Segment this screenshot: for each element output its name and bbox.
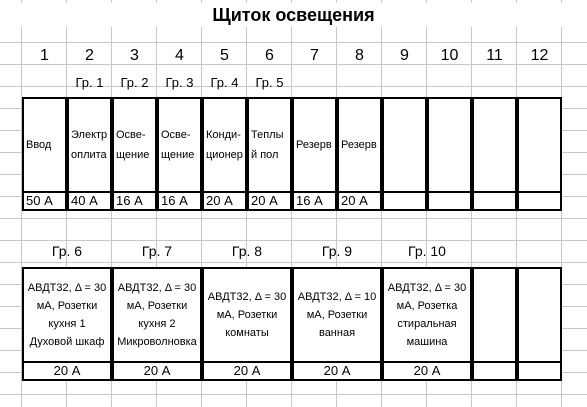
breaker-cell	[112, 97, 157, 193]
column-number: 1	[40, 47, 49, 64]
group-label: Гр. 8	[231, 243, 263, 259]
breaker-cell	[157, 97, 202, 193]
breaker-cell	[517, 97, 562, 193]
group-label: Гр. 9	[321, 243, 353, 259]
group-label: Гр. 4	[210, 75, 239, 90]
breaker-cell	[337, 97, 382, 193]
breaker-description: Ввод	[26, 139, 52, 151]
group-label: Гр. 5	[255, 75, 284, 90]
breaker-description: Осве- щение	[116, 129, 150, 161]
column-number: 9	[400, 47, 409, 64]
panel1	[22, 97, 562, 212]
breaker-rating: 20 А	[247, 193, 292, 211]
breaker-cell	[292, 97, 337, 193]
rcd-cell	[22, 267, 112, 363]
group-label: Гр. 10	[408, 243, 446, 259]
group-label: Гр. 3	[165, 75, 194, 90]
breaker-rating: 20 А	[202, 193, 247, 211]
breaker-rating	[427, 193, 472, 211]
group-label: Гр. 7	[141, 243, 173, 259]
column-number: 10	[440, 47, 459, 64]
column-number: 2	[85, 47, 94, 64]
rcd-description: АВДТ32, Δ = 10 мА, Розетки ванная	[297, 291, 377, 339]
breaker-cell	[247, 97, 292, 193]
breaker-cell	[22, 97, 67, 193]
breaker-cell	[67, 97, 112, 193]
breaker-rating: 16 А	[112, 193, 157, 211]
column-number: 7	[310, 47, 319, 64]
breaker-description: Резерв	[341, 139, 377, 151]
rcd-cell	[112, 267, 202, 363]
column-number: 12	[530, 47, 549, 64]
column-number: 11	[486, 47, 503, 64]
rcd-cell	[292, 267, 382, 363]
breaker-cell	[427, 97, 472, 193]
spare-cell	[517, 267, 562, 363]
breaker-rating	[472, 193, 517, 211]
spare-cell	[472, 267, 517, 363]
column-number: 6	[265, 47, 274, 64]
breaker-cell	[382, 97, 427, 193]
rcd-cell	[382, 267, 472, 363]
rcd-description: АВДТ32, Δ = 30 мА, Розетки комнаты	[207, 291, 287, 339]
rcd-rating: 20 А	[292, 363, 382, 381]
breaker-rating: 50 А	[22, 193, 67, 211]
column-number: 4	[175, 47, 184, 64]
rcd-description: АВДТ32, Δ = 30 мА, Розетки кухня 1 Духовой шкаф	[27, 282, 107, 348]
rcd-rating: 20 А	[112, 363, 202, 381]
page-title: Щиток освещения	[0, 3, 587, 27]
rcd-rating: 20 А	[382, 363, 472, 381]
column-number: 5	[220, 47, 229, 64]
breaker-cell	[472, 97, 517, 193]
column-number: 8	[355, 47, 364, 64]
group-label: Гр. 6	[51, 243, 83, 259]
breaker-rating: 16 А	[157, 193, 202, 211]
rcd-description: АВДТ32, Δ = 30 мА, Розетки кухня 2 Микроволновка	[117, 282, 197, 348]
breaker-description: Электр оплита	[71, 129, 108, 161]
breaker-rating: 20 А	[337, 193, 382, 211]
spare-rating	[472, 363, 517, 381]
breaker-cell	[202, 97, 247, 193]
breaker-rating	[517, 193, 562, 211]
breaker-rating: 16 А	[292, 193, 337, 211]
group-label: Гр. 2	[120, 75, 149, 90]
breaker-description: Осве- щение	[161, 129, 195, 161]
rcd-rating: 20 А	[22, 363, 112, 381]
column-number: 3	[130, 47, 139, 64]
breaker-description: Конди- ционер	[206, 129, 243, 161]
rcd-rating: 20 А	[202, 363, 292, 381]
breaker-description: Теплы й пол	[251, 129, 284, 161]
breaker-rating: 40 А	[67, 193, 112, 211]
rcd-description: АВДТ32, Δ = 30 мА, Розетка стиральная машина	[387, 282, 467, 348]
spare-rating	[517, 363, 562, 381]
breaker-rating	[382, 193, 427, 211]
group-label: Гр. 1	[75, 75, 104, 90]
breaker-description: Резерв	[296, 139, 332, 151]
rcd-cell	[202, 267, 292, 363]
